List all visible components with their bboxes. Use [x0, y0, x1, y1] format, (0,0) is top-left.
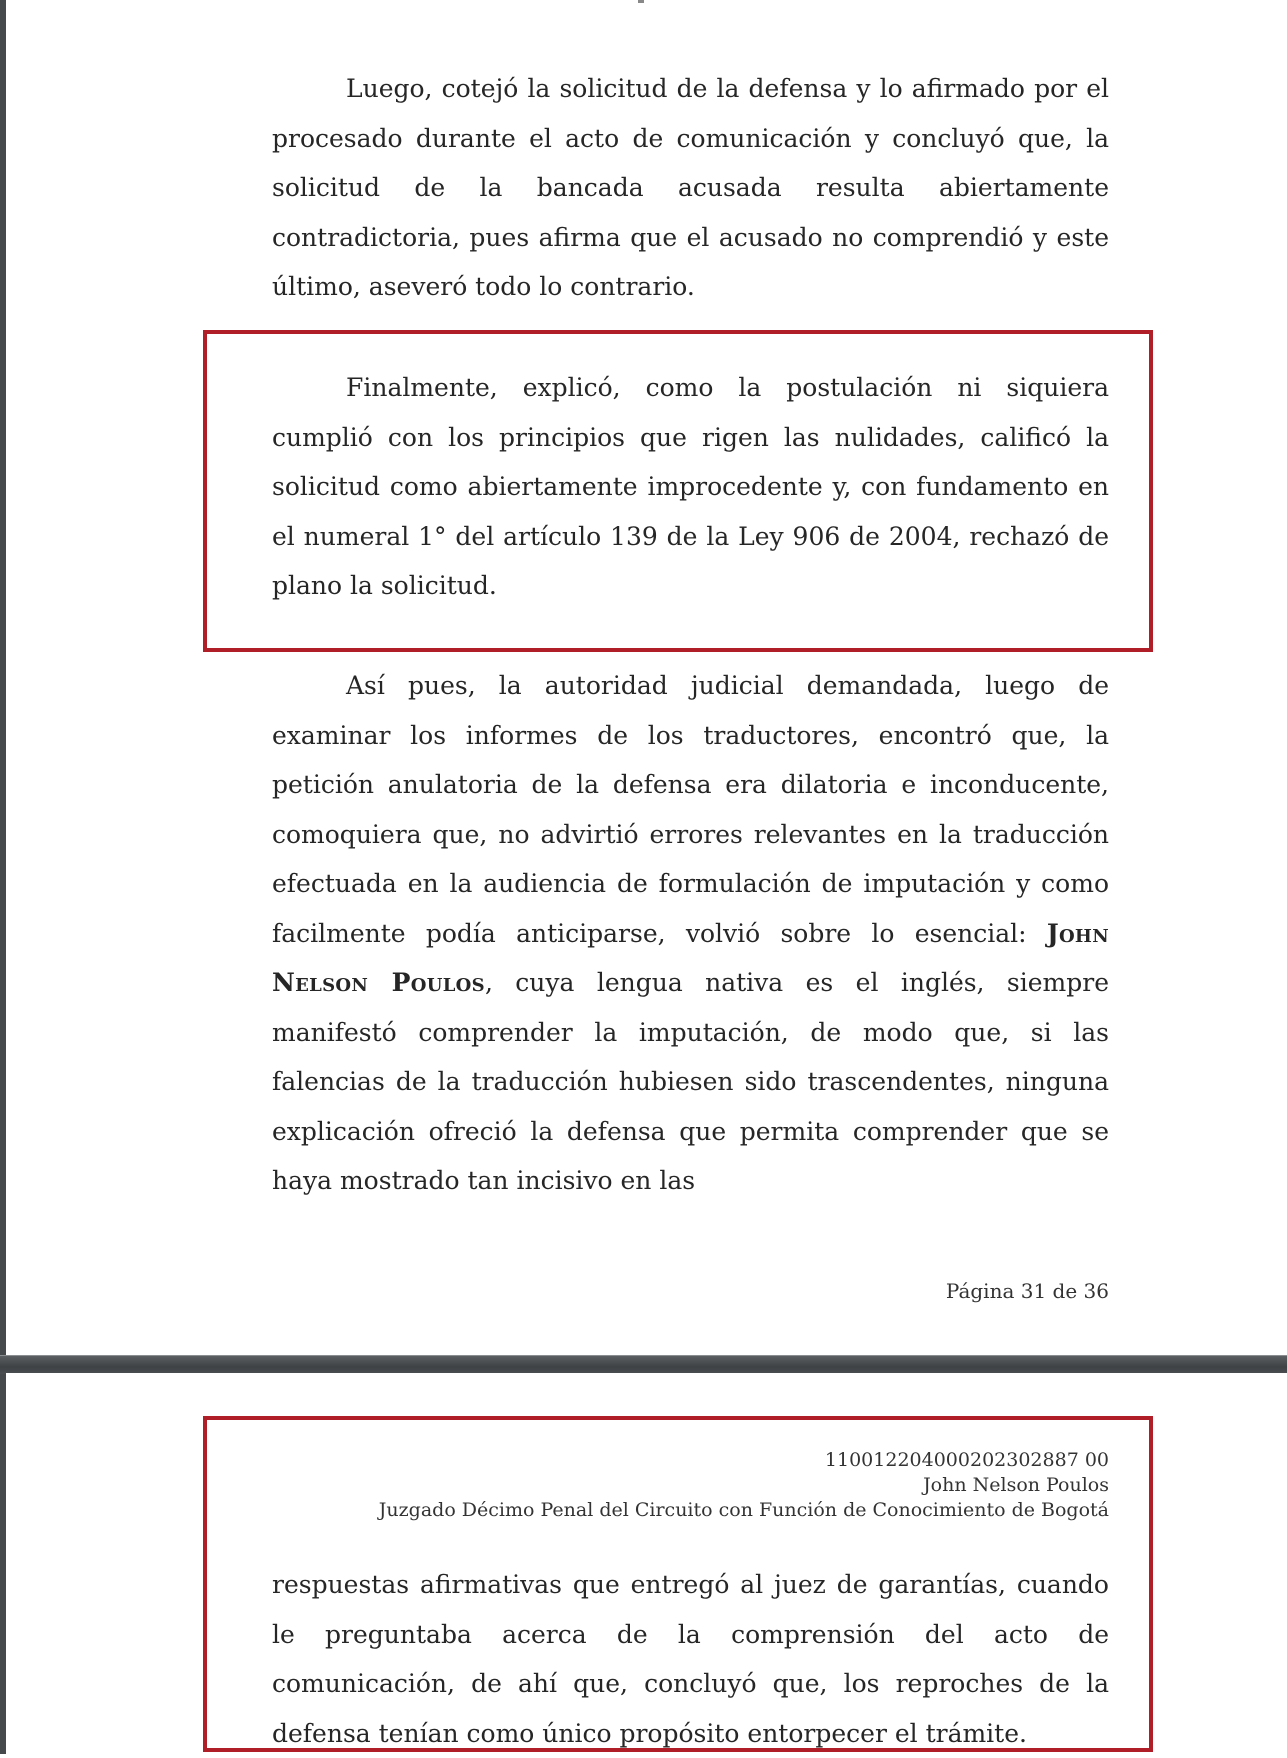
- paragraph-text: Así pues, la autoridad judicial demandada, luego de examinar los informes de los traductores, encontró que, la petición anulatoria de la defensa era dilatoria e inconducente, comoquiera que, no advirtió errores relevantes en la traducción efectuada en la audiencia de formulación de imputación y como facilmente podía anticiparse, volvió sobre lo esencial:: [272, 671, 1109, 948]
- page-header: [379, 1448, 1109, 1523]
- paragraph-asi-pues: [272, 661, 1109, 1206]
- paragraph-cotejo: [272, 64, 1109, 312]
- paragraph-text: , cuya lengua nativa es el inglés, siempre manifestó comprender la imputación, de modo que, si las falencias de la traducción hubiesen sido trascendentes, ninguna explicación ofreció la defensa que permita comprender que se haya mostrado tan incisivo en las: [272, 968, 1109, 1195]
- court-name: Juzgado Décimo Penal del Circuito con Función de Conocimiento de Bogotá: [378, 1499, 1109, 1521]
- defendant-name: John Nelson Poulos: [272, 918, 1109, 997]
- case-number: 110012204000202302887 00: [824, 1449, 1109, 1471]
- paragraph-text: respuestas afirmativas que entregó al juez de garantías, cuando le preguntaba acerca de la comprensión del acto de comunicación, de ahí que, concluyó que, los reproches de la defensa tenían como único propósito entorpecer el trámite.: [272, 1570, 1109, 1748]
- page-number-footer: Página 31 de 36: [945, 1279, 1109, 1303]
- party-name: John Nelson Poulos: [923, 1474, 1109, 1496]
- paragraph-finalmente: [272, 363, 1109, 611]
- paragraph-text: Luego, cotejó la solicitud de la defensa y lo afirmado por el procesado durante el acto de comunicación y concluyó que, la solicitud de la bancada acusada resulta abiertamente contradictoria, pues afirma que el acusado no comprendió y este último, aseveró todo lo contrario.: [272, 74, 1109, 301]
- paragraph-respuestas: [272, 1560, 1109, 1758]
- page-top-mark: [638, 0, 644, 3]
- paragraph-text: Finalmente, explicó, como la postulación ni siquiera cumplió con los principios que rigen las nulidades, calificó la solicitud como abiertamente improcedente y, con fundamento en el numeral 1° del artículo 139 de la Ley 906 de 2004, rechazó de plano la solicitud.: [272, 373, 1109, 600]
- page-separator: [0, 1355, 1287, 1374]
